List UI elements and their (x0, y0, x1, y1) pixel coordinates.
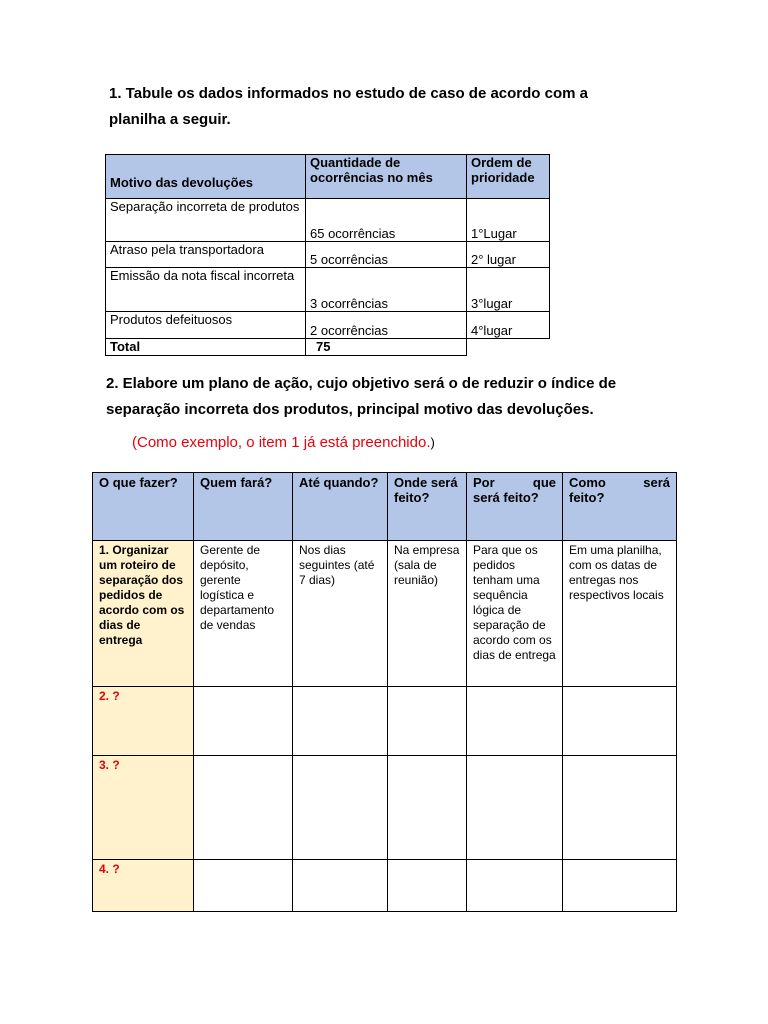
devolucoes-table (105, 154, 550, 356)
empty-cell[interactable] (293, 687, 388, 756)
empty-cell[interactable] (388, 687, 467, 756)
question-1: 1. Tabule os dados informados no estudo de caso de acordo com a planilha a seguir. (109, 85, 588, 128)
empty-cell[interactable] (293, 756, 388, 860)
quantidade-cell: 65 ocorrências (306, 199, 467, 242)
empty-cell[interactable] (563, 860, 677, 912)
empty-cell[interactable] (467, 687, 563, 756)
header-ate-quando: Até quando? (293, 473, 388, 541)
header-motivo: Motivo das devoluções (106, 155, 306, 199)
empty-cell[interactable] (194, 756, 293, 860)
plano-acao-table (92, 472, 677, 912)
header-ordem: Ordem de prioridade (467, 155, 550, 199)
header-por-que-word2: que (532, 475, 556, 490)
total-label: Total (106, 339, 306, 356)
ordem-cell: 1°Lugar (467, 199, 550, 242)
table-row (93, 756, 677, 860)
example-note-close: ) (430, 435, 435, 450)
quantidade-cell: 2 ocorrências (306, 312, 467, 339)
empty-cell[interactable] (467, 756, 563, 860)
o-que-cell: 2. ? (93, 687, 194, 756)
table-row (106, 268, 550, 312)
quando-cell: Nos dias seguintes (até 7 dias) (293, 541, 388, 687)
quantidade-cell: 5 ocorrências (306, 242, 467, 268)
header-como-word1: Como (569, 475, 606, 490)
motivo-cell: Produtos defeituosos (106, 312, 306, 339)
header-por-que (467, 473, 563, 541)
table-row (93, 860, 677, 912)
empty-cell[interactable] (388, 756, 467, 860)
ordem-cell: 3°lugar (467, 268, 550, 312)
table-row (93, 541, 677, 687)
header-por-que-rest: será feito? (473, 490, 539, 505)
table-row (106, 242, 550, 268)
como-cell: Em uma planilha, com os datas de entregas nos respectivos locais (563, 541, 677, 687)
header-como-word2: será (643, 475, 670, 490)
table-row (106, 312, 550, 339)
header-quantidade: Quantidade de ocorrências no mês (306, 155, 467, 199)
empty-cell[interactable] (563, 756, 677, 860)
onde-cell: Na empresa (sala de reunião) (388, 541, 467, 687)
empty-cell[interactable] (467, 860, 563, 912)
quantidade-cell: 3 ocorrências (306, 268, 467, 312)
ordem-cell: 4°lugar (467, 312, 550, 339)
por-que-cell: Para que os pedidos tenham uma sequência lógica de separação de acordo com os dias de entrega (467, 541, 563, 687)
header-onde: Onde será feito? (388, 473, 467, 541)
o-que-cell: 4. ? (93, 860, 194, 912)
header-quem-fara: Quem fará? (194, 473, 293, 541)
total-row (106, 339, 550, 356)
o-que-cell: 1. Organizar um roteiro de separação dos pedidos de acordo com os dias de entrega (93, 541, 194, 687)
empty-cell[interactable] (293, 860, 388, 912)
empty-cell[interactable] (194, 860, 293, 912)
motivo-cell: Separação incorreta de produtos (106, 199, 306, 242)
quem-cell: Gerente de depósito, gerente logística e departamento de vendas (194, 541, 293, 687)
example-note (132, 434, 435, 451)
motivo-cell: Emissão da nota fiscal incorreta (106, 268, 306, 312)
total-value: 75 (306, 339, 467, 356)
table-row (106, 199, 550, 242)
table-row (93, 687, 677, 756)
question-2: 2. Elabore um plano de ação, cujo objetivo será o de reduzir o índice de separação incorreta dos produtos, principal motivo das devoluções. (106, 375, 617, 418)
motivo-cell: Atraso pela transportadora (106, 242, 306, 268)
ordem-cell: 2° lugar (467, 242, 550, 268)
empty-cell[interactable] (388, 860, 467, 912)
header-como (563, 473, 677, 541)
o-que-cell: 3. ? (93, 756, 194, 860)
total-empty-cell (467, 339, 550, 356)
example-note-text: (Como exemplo, o item 1 já está preenchido. (132, 434, 431, 451)
header-o-que-fazer: O que fazer? (93, 473, 194, 541)
header-como-rest: feito? (569, 490, 605, 505)
empty-cell[interactable] (194, 687, 293, 756)
empty-cell[interactable] (563, 687, 677, 756)
header-por-que-word1: Por (473, 475, 495, 490)
